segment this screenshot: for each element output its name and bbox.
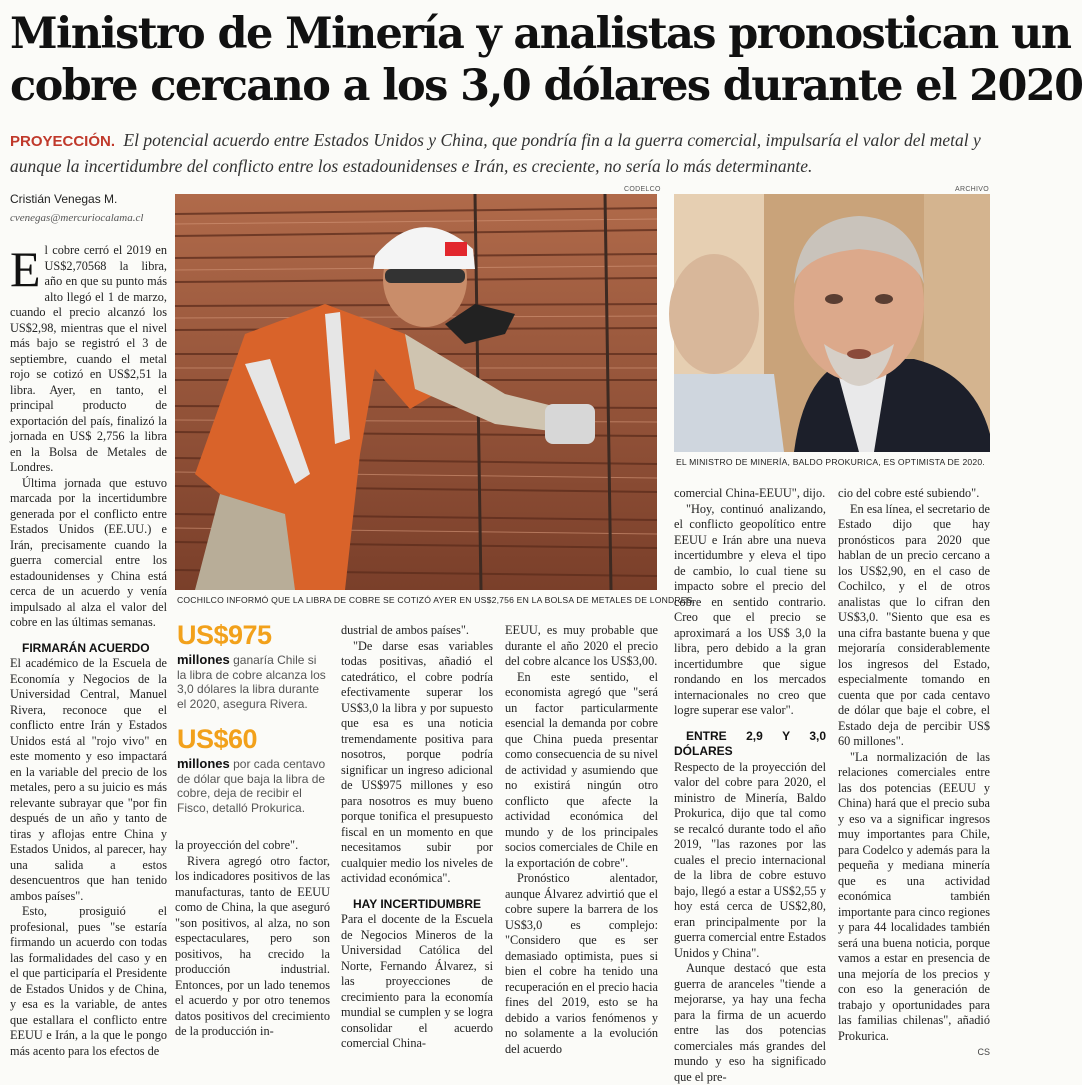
paragraph: Rivera agregó otro factor, los indicadores positivos de las manufacturas, tanto de EEUU como de China, la que aseguró "son positivos, al alza, no son espectaculares, pero son positivos, ha crecido la producción industrial. Entonces, por un lado tenemos el acuerdo y por otro tenemos datos positivos del crecimiento de la producción in- [175,853,330,1038]
subhead-firmaran-acuerdo: FIRMARÁN ACUERDO [22,640,150,655]
column-4 [505,623,658,1056]
stat-text: ganaría Chile si la libra de cobre alcanza los 3,0 dólares la libra durante el 2020, asegura Rivera. [177,653,326,711]
column-5 [674,486,826,1084]
photo-credit-main: CODELCO [624,186,661,193]
column-6 [838,486,990,1057]
author-email: cvenegas@mercuriocalama.cl [10,212,144,224]
stat-unit: millones [177,652,230,667]
stat-value: US$975 [177,620,272,650]
dropcap: E [10,241,41,297]
paragraph-text: l cobre cerró el 2019 en US$2,70568 la libra, año en que su punto más alto llegó el 1 de marzo, cuando el precio alcanzó los US$2,98, mientras que el nivel más bajo se registró el 3 de septiembre, cuando el metal rojo se cotizó en US$2,51 la libra. Ayer, en tanto, el principal producto de exportación del país, finalizó la jornada en US$ 2,756 la libra en la Bolsa de Metales de Londres. [10,243,167,474]
stat-text: por cada centavo de dólar que baja la libra de cobre, deja de recibir el Fisco, detalló Prokurica. [177,757,326,815]
paragraph: "De darse esas variables todas positivas, añadió el catedrático, el cobre podría efectivamente superar los US$3,0 la libra y por supuesto que esa es una noticia tremendamente positiva para nosotros, porque podría significar un ingreso adicional de US$975 millones y eso para nosotros es muy bueno porque tonifica el presupuesto fiscal en un momento en que necesitamos subir por cualquier medio los niveles de actividad económica". [341,638,493,885]
photo-caption-minister: EL MINISTRO DE MINERÍA, BALDO PROKURICA, ES OPTIMISTA DE 2020. [676,457,985,467]
stat-description [177,653,327,711]
paragraph: Para el docente de la Escuela de Negocios Mineros de la Universidad Católica del Norte, Fernando Álvarez, si las proyecciones de crecimiento para la economía mundial se cumplen y se logra consolidar el acuerdo comercial China- [341,912,493,1050]
headline-line-1: Ministro de Minería y analistas pronostican un [10,9,1071,59]
lead-kicker: PROYECCIÓN. [10,133,116,150]
stat-value: US$60 [177,724,258,754]
paragraph: "La normalización de las relaciones comerciales entre las dos potencias (EEUU y China) hará que el precio suba y eso va a significar ingresos muy importantes para Chile, para Codelco y además para la pequeña y mediana minería que es una actividad económica también importante para cinco regiones y para 44 localidades también será una buena noticia, porque vamos a estar en presencia de una mejoría de los precios y con eso la generación de trabajo y oportunidades para las familias chilenas", añadió Prokurica. [838,749,990,1043]
end-mark-text: CS [977,1047,990,1057]
lead-paragraph [10,128,990,178]
copper-cathodes-illustration [175,194,657,590]
stat-box-975 [177,620,327,711]
headline-line-2: cobre cercano a los 3,0 dólares durante el 2020 [10,61,1082,111]
subhead-entre-29-y-30: ENTRE 2,9 Y 3,0 DÓLARES [674,728,826,758]
paragraph: dustrial de ambos países". [341,623,469,637]
paragraph: la proyección del cobre". [175,838,299,852]
stat-unit: millones [177,756,230,771]
paragraph: En esa línea, el secretario de Estado dijo que hay pronósticos para 2020 que hablan de un precio cercano a los US$2,90, en el caso de Cochilco, y el de otros analistas que lo cifran den US$3,0. "Siento que esa es una cifra bastante buena y que mejoraría considerablemente los ingresos del Estado, especialmente tomando en cuenta que por cada centavo de dólar que baje el cobre, el Estado deja de percibir US$ 60 millones". [838,501,990,748]
minister-portrait-illustration [674,194,990,452]
paragraph: EEUU, es muy probable que durante el año 2020 el precio del cobre alcance los US$3,00. [505,623,658,668]
column-1 [10,241,167,1058]
photo-copper-worker [175,194,657,590]
stat-description [177,757,327,815]
paragraph: El académico de la Escuela de Economía y Negocios de la Universidad Central, Manuel Rivera, reconoce que el conflicto entre Irán y Estados Unidos está al "rojo vivo" en este momento y eso impactará en la variable del precio de los metales, pero a su juicio es más relevante subrayar que "por fin después de un año y tanto de tiras y aflojas entre China y Estados Unidos, al parecer, hay una salida a estos desencuentros que han tenido ambos países". [10,656,167,903]
author-name: Cristián Venegas M. [10,192,118,206]
photo-minister [674,194,990,452]
paragraph: "Hoy, continuó analizando, el conflicto geopolítico entre EEUU e Irán abre una nueva incertidumbre y eleva el tipo de cambio, lo cual tiene su impacto sobre el precio del cobre en sentido contrario. Creo que el precio se aproximará a los US$ 3,0 la libra, pero debido a la gran incertidumbre que sigue rondando en los mercados internacionales no creo que logre superar ese valor". [674,501,826,717]
paragraph: Respecto de la proyección del valor del cobre para 2020, el ministro de Minería, Baldo Prokurica, dijo que tal como se recalcó durante todo el año 2019, "las razones por las cuales el precio internacional de la libra de cobre estuvo bajo, llegó a estar a US$2,55 y hoy está cerca de US$2,80, eran principalmente por la guerra comercial entre Estados Unidos y China". [674,759,826,960]
paragraph: comercial China-EEUU", dijo. [674,486,826,500]
paragraph: Última jornada que estuvo marcada por la incertidumbre generada por el conflicto entre Estados Unidos (EE.UU.) e Irán, precisamente cuando la guerra comercial entre los estadounidenses y China está cerca de un acuerdo y venía impulsado al alza el valor del cobre en las últimas semanas. [10,475,167,629]
photo-caption-main: COCHILCO INFORMÓ QUE LA LIBRA DE COBRE SE COTIZÓ AYER EN US$2,756 EN LA BOLSA DE METALES DE LONDRES. [177,595,696,605]
subhead-hay-incertidumbre: HAY INCERTIDUMBRE [353,896,482,911]
paragraph: Aunque destacó que esta guerra de aranceles "tiende a mejorarse, ya hay una fecha para la firma de un acuerdo entre las dos potencias comerciales más grandes del mundo y eso ha significado que el pre- [674,961,826,1084]
paragraph: Pronóstico alentador, aunque Álvarez advirtió que el cobre supere la barrera de los US$3,0 es complejo: "Considero que es ser demasiado optimista, pues si bien el cobre ha tenido una recuperación en el precio hacia fines del 2019, esto se ha debido a varios fenómenos y no solamente a la evolución del acuerdo [505,871,658,1056]
paragraph: Esto, prosiguió el profesional, pues "se estaría firmando un acuerdo con todas las formalidades del caso y en el que participaría el Presidente de Estados Unidos y de China, y esa es la variable, de antes que estallara el conflicto entre EEUU e Irán, a la que le pongo más acento para los efectos de [10,904,167,1058]
lead-text: El potencial acuerdo entre Estados Unidos y China, que pondría fin a la guerra comercial, impulsaría el valor del metal y aunque la incertidumbre del conflicto entre los estadounidenses e Irán, es creciente, no sería lo más determinante. [10,130,981,176]
headline [10,8,1082,112]
byline [10,192,170,224]
paragraph: cio del cobre esté subiendo". [838,486,980,500]
end-mark [838,1044,990,1061]
column-2 [175,838,330,1038]
stat-box-60 [177,724,327,815]
paragraph: En este sentido, el economista agregó que "será un factor particularmente esencial la demanda por cobre que China pueda presentar como consecuencia de su nivel de actividad y asumiendo que no existirá ningún otro conflicto que afecte la actividad económica del mundo y de los principales socios comerciales de Chile en la exportación de cobre". [505,669,658,870]
photo-credit-minister: ARCHIVO [955,186,989,193]
column-3 [341,623,493,1050]
paragraph [10,243,167,476]
